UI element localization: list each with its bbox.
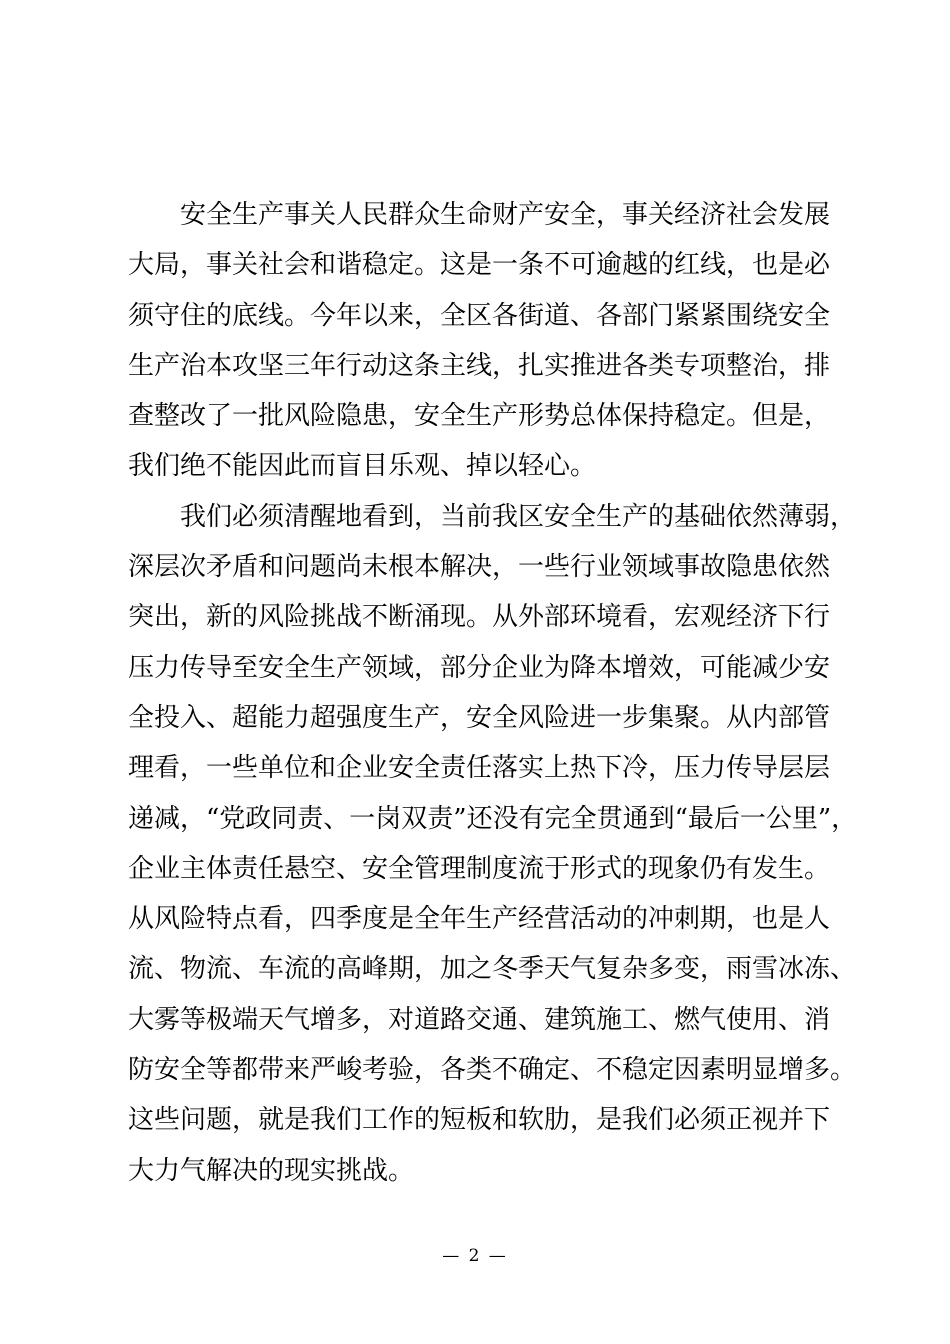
- paragraph-line: 深层次矛盾和问题尚未根本解决，一些行业领域事故隐患依然: [128, 552, 831, 583]
- paragraph-line: 企业主体责任悬空、安全管理制度流于形式的现象仍有发生。: [128, 853, 831, 884]
- paragraph-line: 大局，事关社会和谐稳定。这是一条不可逾越的红线，也是必: [128, 250, 831, 281]
- paragraph-line: 我们必须清醒地看到，当前我区安全生产的基础依然薄弱，: [180, 501, 857, 532]
- paragraph-line: 全投入、超能力超强度生产，安全风险进一步集聚。从内部管: [128, 702, 831, 733]
- paragraph-line: 大雾等极端天气增多，对道路交通、建筑施工、燃气使用、消: [128, 1004, 831, 1035]
- paragraph-line: 安全生产事关人民群众生命财产安全，事关经济社会发展: [180, 200, 831, 230]
- paragraph-line: 递减，“党政同责、一岗双责”还没有完全贯通到“最后一公里”，: [128, 803, 858, 834]
- paragraph-line: 大力气解决的现实挑战。: [128, 1155, 415, 1186]
- paragraph-line: 从风险特点看，四季度是全年生产经营活动的冲刺期，也是人: [128, 904, 831, 935]
- paragraph-line: 防安全等都带来严峻考验，各类不确定、不稳定因素明显增多。: [128, 1055, 857, 1086]
- paragraph-line: 突出，新的风险挑战不断涌现。从外部环境看，宏观经济下行: [128, 602, 831, 633]
- paragraph-1: [128, 194, 831, 496]
- paragraph-line: 查整改了一批风险隐患，安全生产形势总体保持稳定。但是，: [128, 401, 831, 432]
- paragraph-line: 压力传导至安全生产领域，部分企业为降本增效，可能减少安: [128, 652, 831, 683]
- paragraph-line: 这些问题，就是我们工作的短板和软肋，是我们必须正视并下: [128, 1105, 831, 1136]
- body-text: [128, 194, 858, 1200]
- page-number: — 2 —: [442, 1246, 508, 1266]
- paragraph-2: [128, 496, 858, 1200]
- paragraph-line: 生产治本攻坚三年行动这条主线，扎实推进各类专项整治，排: [128, 350, 831, 381]
- paragraph-line: 流、物流、车流的高峰期，加之冬季天气复杂多变，雨雪冰冻、: [128, 954, 857, 985]
- paragraph-line: 理看，一些单位和企业安全责任落实上热下冷，压力传导层层: [128, 753, 831, 784]
- paragraph-line: 须守住的底线。今年以来，全区各街道、各部门紧紧围绕安全: [128, 300, 831, 331]
- paragraph-line: 我们绝不能因此而盲目乐观、掉以轻心。: [128, 451, 597, 482]
